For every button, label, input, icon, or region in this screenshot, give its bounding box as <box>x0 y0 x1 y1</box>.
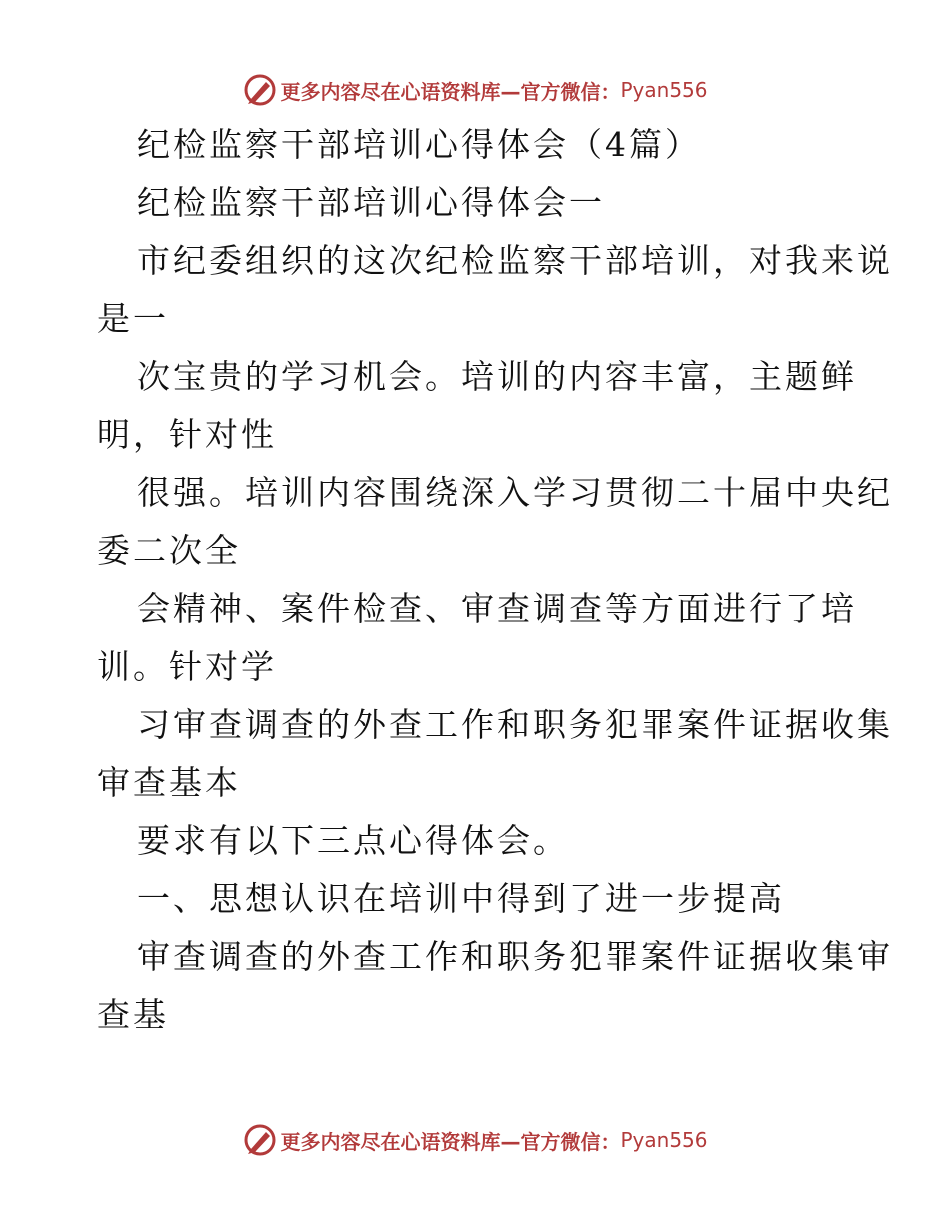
text-line: 习审查调查的外查工作和职务犯罪案件证据收集 <box>137 705 893 744</box>
section-heading: 纪检监察干部培训心得体会一 <box>137 183 605 222</box>
text-line: 明，针对性 <box>97 415 277 454</box>
text-line: 很强。培训内容围绕深入学习贯彻二十届中央纪 <box>137 473 893 512</box>
text-line: 市纪委组织的这次纪检监察干部培训，对我来说 <box>137 241 893 280</box>
text-line: 查基 <box>97 995 169 1034</box>
header-banner <box>0 70 950 110</box>
text-line: 委二次全 <box>97 531 241 570</box>
banner-account: Pyan556 <box>620 1128 708 1152</box>
text-line: 会精神、案件检查、审查调查等方面进行了培 <box>137 589 857 628</box>
text-line: 审查调查的外查工作和职务犯罪案件证据收集审 <box>137 937 893 976</box>
footer-banner <box>0 1120 950 1160</box>
banner-account: Pyan556 <box>620 78 708 102</box>
pen-logo-icon <box>242 72 278 108</box>
pen-logo-icon <box>242 1122 278 1158</box>
banner-text: 更多内容尽在心语资料库—官方微信： <box>280 79 621 104</box>
text-line: 审查基本 <box>97 763 241 802</box>
banner-text: 更多内容尽在心语资料库—官方微信： <box>280 1129 621 1154</box>
document-title: 纪检监察干部培训心得体会（4篇） <box>137 125 701 164</box>
text-line: 是一 <box>97 299 169 338</box>
document-body <box>97 116 893 1044</box>
subheading: 一、思想认识在培训中得到了进一步提高 <box>137 879 785 918</box>
text-line: 次宝贵的学习机会。培训的内容丰富，主题鲜 <box>137 357 857 396</box>
text-line: 要求有以下三点心得体会。 <box>137 821 569 860</box>
text-line: 训。针对学 <box>97 647 277 686</box>
